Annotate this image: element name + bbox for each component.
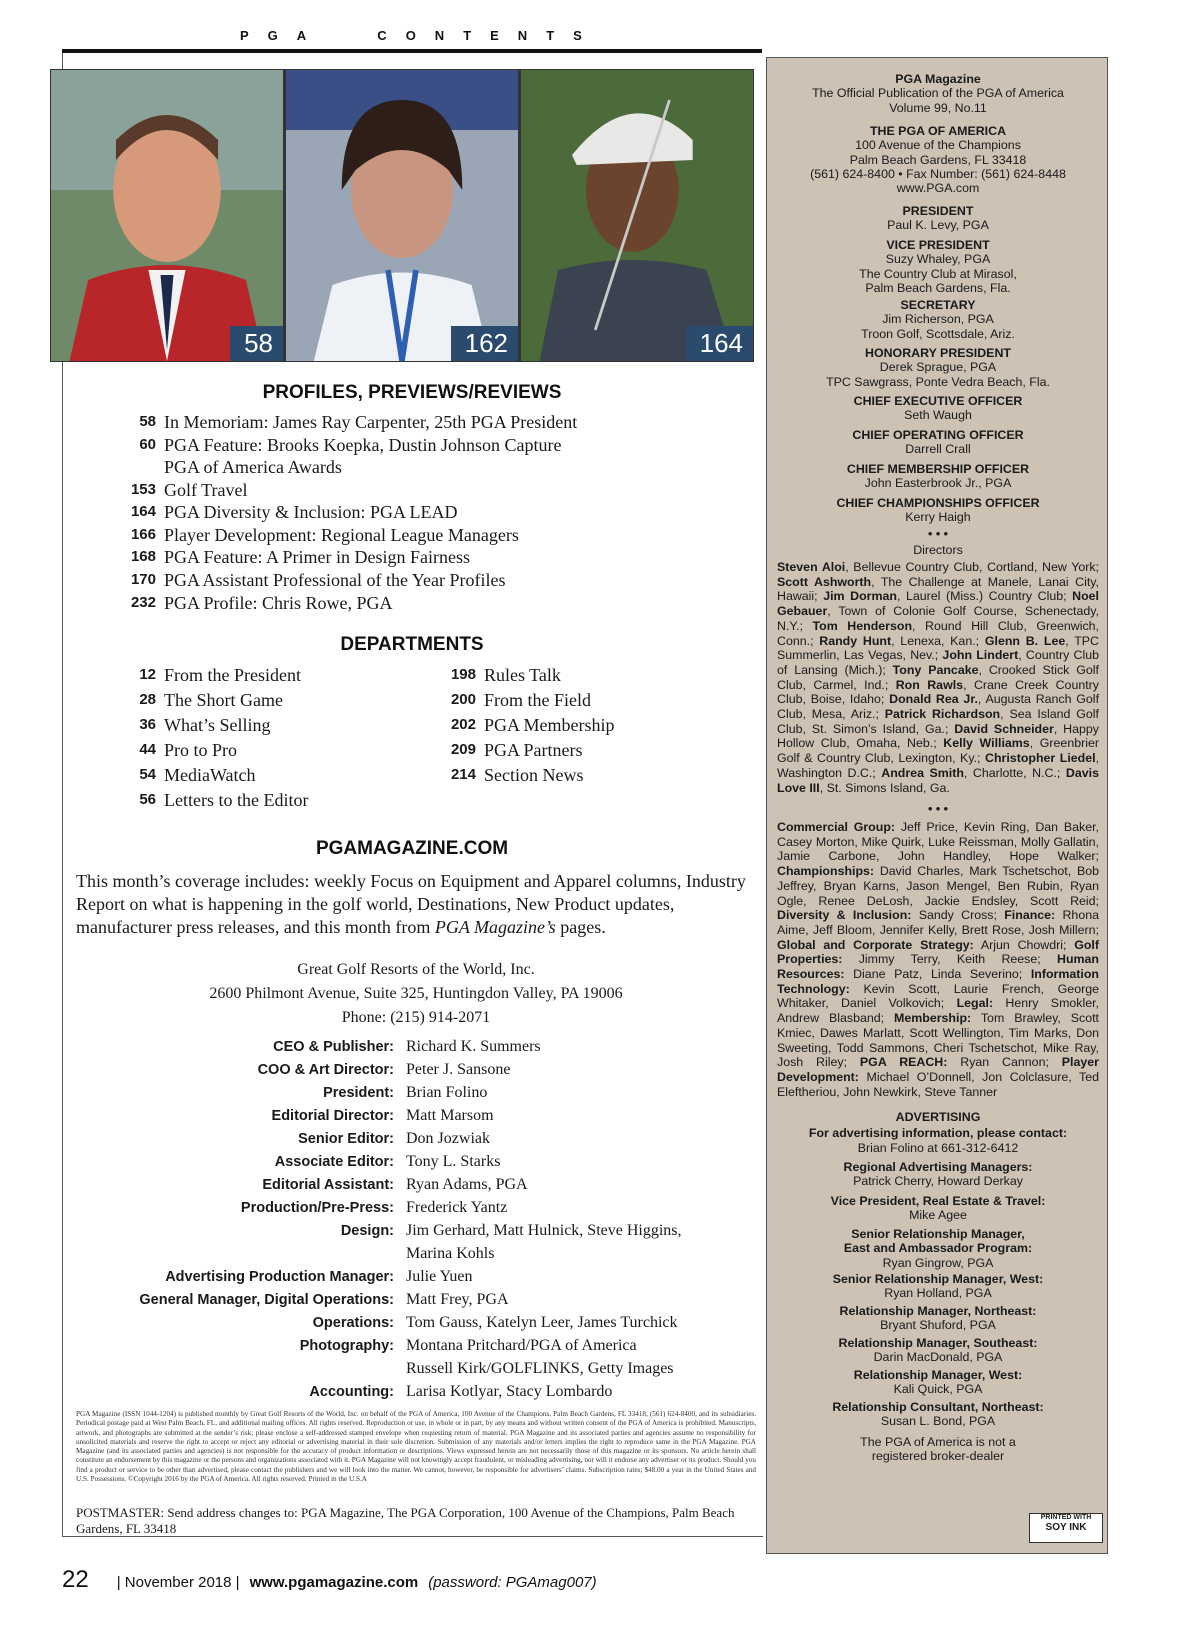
toc-row[interactable]: [116, 546, 624, 568]
toc-title: Pro to Pro: [164, 740, 238, 760]
staff-row: Advertising Production Manager: Julie Yuen: [165, 1268, 473, 1285]
staff-row: Production/Pre-Press: Frederick Yantz: [240, 1199, 508, 1216]
director-name: Donald Rea Jr.: [889, 692, 978, 707]
toc-title: From the Field: [484, 690, 591, 710]
staff-row: Associate Editor: Tony L. Starks: [274, 1153, 501, 1170]
toc-title: PGA Feature: A Primer in Design Fairness: [164, 547, 470, 567]
publisher-phone: Phone: (215) 914-2071: [341, 1009, 491, 1026]
toc-page: 214: [450, 766, 476, 783]
officer-honorary-president: HONORARY PRESIDENT Derek Sprague, PGA TPC Sawgrass, Ponte Vedra Beach, Fla.: [826, 346, 1050, 389]
section-header: PGA CONTENTS: [240, 28, 601, 43]
director-detail: , Augusta Ranch Golf Club, Mesa, Ariz.;: [777, 692, 1100, 722]
publisher-name: Great Golf Resorts of the World, Inc.: [297, 961, 535, 978]
staff-group-name: Information Technology:: [777, 967, 1099, 996]
toc-title: What’s Selling: [164, 715, 271, 735]
toc-row[interactable]: [436, 739, 744, 761]
toc-row[interactable]: [116, 789, 424, 811]
director-name: Noel Gebauer: [777, 589, 1099, 619]
staff-group-name: Global and Corporate Strategy:: [777, 937, 974, 952]
ad-contact: Relationship Manager, Southeast: Darin MacDonald, PGA: [838, 1336, 1038, 1365]
toc-title: In Memoriam: James Ray Carpenter, 25th PGA President: [164, 412, 578, 432]
staff-group-name: Legal:: [956, 996, 994, 1011]
ad-contact: Relationship Manager, West: Kali Quick, PGA: [853, 1368, 1023, 1397]
toc-title: PGA Feature: Brooks Koepka, Dustin Johnson Capture: [164, 435, 562, 455]
staff-group-detail: Rhona Aime, Jeff Bloom, Jennifer Kelly, Brett Rose, Josh Millern;: [777, 908, 1099, 937]
staff-row: COO & Art Director: Peter J. Sansone: [257, 1061, 511, 1078]
separator-dots: • • •: [928, 802, 948, 816]
director-detail: , Charlotte, N.C.;: [963, 765, 1066, 780]
toc-title: Rules Talk: [484, 665, 561, 685]
page-footer: [62, 1566, 597, 1594]
toc-page: 36: [139, 716, 156, 733]
toc-page: 54: [139, 766, 156, 783]
photo-golfer[interactable]: [521, 70, 753, 361]
toc-row[interactable]: [436, 689, 744, 711]
director-detail: , Round Hill Club, Greenwich, Conn.;: [777, 618, 1099, 648]
staff-row: Photography: Montana Pritchard/PGA of America: [299, 1337, 637, 1354]
toc-row-continued: [116, 456, 624, 478]
profiles-heading: PROFILES, PREVIEWS/REVIEWS: [262, 382, 562, 403]
org-info: THE PGA OF AMERICA 100 Avenue of the Champions Palm Beach Gardens, FL 33418 (561) 624-8400 • Fax Number: (561) 624-8448 www.PGA.com: [775, 124, 1101, 195]
staff-group-name: PGA REACH:: [859, 1055, 948, 1070]
toc-title: PGA Profile: Chris Rowe, PGA: [164, 593, 393, 613]
director-name: Davis Love III: [777, 765, 1099, 795]
staff-group-name: Diversity & Inclusion:: [777, 908, 912, 923]
pga-website-link[interactable]: www.PGA.com: [896, 181, 980, 196]
director-name: Jim Dorman: [823, 589, 897, 604]
staff-group-name: Player Development:: [777, 1055, 1099, 1084]
staff-group-detail: Jeff Price, Kevin Ring, Dan Baker, Casey Morton, Mike Quirk, Luke Reissman, Molly Gallatin, Jamie Carbone, John Handley, Hope Walker;: [777, 820, 1099, 864]
director-name: Kelly Williams: [943, 736, 1030, 751]
staff-row: CEO & Publisher: Richard K. Summers: [273, 1038, 541, 1055]
toc-page: 202: [450, 716, 476, 733]
magazine-info: PGA Magazine The Official Publication of the PGA of America Volume 99, No.11: [812, 72, 1064, 115]
toc-row[interactable]: [436, 764, 744, 786]
page-number: 22: [62, 1566, 89, 1593]
director-name: Steven Aloi: [777, 560, 846, 574]
website-link[interactable]: www.pgamagazine.com: [249, 1574, 419, 1591]
ad-contact: Relationship Consultant, Northeast: Susan L. Bond, PGA: [832, 1400, 1044, 1429]
staff-group-name: Commercial Group:: [777, 820, 896, 834]
officer-cmo: CHIEF MEMBERSHIP OFFICER John Easterbrook Jr., PGA: [846, 462, 1030, 491]
staff-row: Senior Editor: Don Jozwiak: [298, 1130, 490, 1147]
director-detail: , Crane Creek Country Club, Boise, Idaho;: [777, 677, 1099, 707]
masthead-sidebar: [766, 57, 1108, 1554]
officer-ceo: CHIEF EXECUTIVE OFFICER Seth Waugh: [853, 394, 1023, 423]
director-name: John Lindert: [942, 648, 1019, 663]
staff-group-name: Membership:: [894, 1011, 972, 1026]
toc-page: 198: [450, 666, 476, 683]
director-detail: , Sea Island Golf Club, St. Simon’s Island, Ga.;: [777, 707, 1099, 736]
director-name: Patrick Richardson: [884, 707, 1001, 722]
toc-row[interactable]: [116, 592, 624, 614]
toc-row[interactable]: [116, 411, 624, 433]
toc-page: 58: [139, 413, 156, 430]
staff-group-detail: Michael O’Donnell, Jon Colclasure, Ted Eleftheriou, John Newkirk, Steve Tanner: [777, 1069, 1099, 1099]
director-name: Christopher Liedel: [985, 751, 1096, 766]
photo-page-number: 58: [230, 326, 283, 361]
director-name: David Schneider: [954, 721, 1054, 736]
staff-group-detail: Arjun Chowdri;: [973, 937, 1075, 952]
ad-contact: Relationship Manager, Northeast: Bryant Shuford, PGA: [839, 1304, 1037, 1333]
toc-title: PGA of America Awards: [164, 457, 342, 477]
toc-row[interactable]: [116, 764, 424, 786]
publisher-info: [76, 958, 756, 1030]
director-name: Tony Pancake: [892, 662, 979, 677]
staff-row: Operations: Tom Gauss, Katelyn Leer, James Turchick: [312, 1314, 678, 1331]
legal-fine-print: PGA Magazine (ISSN 1044-1204) is published monthly by Great Golf Resorts of the World, Inc. on behalf of the PGA of America, 100 Avenue of the Champions, Palm Beach Gardens, FL 33418, (561) 624-8400, and its subsidiaries. Periodical postage paid at West Palm Beach, FL, and additional mailing offices. All rights reserved. Reproduction or use, in whole or in part, by any means and without written consent of the PGA of America is prohibited. Manuscripts, artwork, and photographs are submitted at the sender’s risk; please enclose a self-addressed stamped envelope when requesting return of material. PGA Magazine and its associated parties and agencies assume no responsibility for unsolicited materials and reserve the right to accept or reject any editorial or advertising material in their sole discretion. Submission of any materials and/or letters implies the right to reproduce same in the PGA Magazine. PGA Magazine (and its associated parties and agencies) is not responsible for the accuracy of product information or descriptions. Views expressed herein are not necessarily those of this magazine or its sponsors. No article herein shall constitute an endorsement by this magazine or the persons and organizations associated with it. PGA Magazine will not knowingly accept fraudulent, or misleading advertising, nor will it endorse any advertiser or its product. Should you find a product or service to be other than advertised, please contact the publishers and we will look into the matter. We cannot, however, be responsible for advertisers’ claims. Subscription rates; $48.00 a year in the United States and U.S. Possessions. ©Copyright 2016 by the PGA of America. All rights reserved. Printed in the U.S.A: [76, 1410, 756, 1484]
staff-group-name: Finance:: [1004, 908, 1056, 923]
toc-row[interactable]: [116, 714, 424, 736]
toc-title: PGA Partners: [484, 740, 583, 760]
ad-contact: Senior Relationship Manager, East and Ambassador Program: Ryan Gingrow, PGA: [843, 1227, 1033, 1270]
director-detail: , Happy Hollow Club, Omaha, Neb.;: [777, 721, 1099, 751]
staff-group-name: Championships:: [777, 864, 875, 879]
officer-secretary: SECRETARY Jim Richerson, PGA Troon Golf, Scottsdale, Ariz.: [861, 298, 1015, 341]
staff-row: Design: Jim Gerhard, Matt Hulnick, Steve Higgins,: [340, 1222, 682, 1239]
toc-page: 209: [450, 741, 476, 758]
director-detail: , St. Simons Island, Ga.: [819, 780, 950, 795]
director-detail: , Town of Colonie Golf Course, Schenectady, N.Y.;: [777, 604, 1099, 633]
toc-page: 170: [130, 571, 156, 588]
director-name: Ron Rawls: [895, 677, 964, 692]
toc-title: Player Development: Regional League Managers: [164, 525, 519, 545]
director-name: Scott Ashworth: [777, 574, 872, 589]
toc-row[interactable]: [116, 434, 624, 456]
staff-group-detail: Diane Patz, Linda Severino;: [844, 967, 1031, 982]
toc-row[interactable]: [116, 479, 624, 501]
staff-row-continued: Russell Kirk/GOLFLINKS, Getty Images: [406, 1360, 674, 1377]
toc-title: PGA Diversity & Inclusion: PGA LEAD: [164, 502, 458, 522]
staff-group-detail: Jimmy Terry, Keith Reese;: [842, 952, 1057, 967]
ad-contact: Senior Relationship Manager, West: Ryan Holland, PGA: [832, 1272, 1044, 1301]
toc-page: 164: [130, 503, 156, 520]
website-heading[interactable]: PGAMAGAZINE.COM: [315, 838, 509, 859]
director-detail: , Crooked Stick Golf Club, Carmel, Ind.;: [777, 662, 1099, 692]
staff-group-name: Human Resources:: [777, 952, 1099, 982]
director-detail: , TPC Summerlin, Las Vegas, Nev.;: [777, 633, 1099, 663]
postmaster-notice: POSTMASTER: Send address changes to: PGA Magazine, The PGA Corporation, 100 Avenue of the Champions, Palm Beach Gardens, FL 33418: [76, 1505, 735, 1536]
toc-row[interactable]: [436, 664, 744, 686]
staff-group-detail: Henry Smokler, Andrew Blasband;: [777, 996, 1100, 1026]
toc-row[interactable]: [116, 689, 424, 711]
staff-group-detail: Tom Brawley, Scott Kmiec, Dawes Marlatt, Scott Wellington, Tim Marks, Don Sweeting, Todd Sammons, Cheri Tschetschot, Mike Ray, Josh Riley;: [777, 1011, 1099, 1070]
toc-page: 168: [130, 548, 156, 565]
director-detail: , Lenexa, Kan.;: [891, 633, 985, 648]
director-name: Tom Henderson: [812, 618, 913, 633]
officer-president: PRESIDENT Paul K. Levy, PGA: [887, 204, 989, 233]
director-detail: , The Challenge at Manele, Lanai City, Hawaii;: [777, 574, 1099, 604]
toc-page: 200: [450, 691, 476, 708]
toc-page: 166: [130, 526, 156, 543]
staff-row: Accounting: Larisa Kotlyar, Stacy Lombardo: [309, 1383, 613, 1400]
toc-page: 44: [139, 741, 156, 758]
staff-group-name: Golf Properties:: [777, 937, 1099, 967]
website-description: This month’s coverage includes: weekly Focus on Equipment and Apparel columns, Industry Report on what is happening in the golf world, Destinations, New Product updates, manufacturer press releases, and this month from PGA Magazine’s pages.: [76, 871, 746, 937]
advertising-info: ADVERTISING For advertising information, please contact: Brian Folino at 661-312-6412: [808, 1110, 1068, 1155]
toc-row[interactable]: [116, 739, 424, 761]
director-name: Randy Hunt: [819, 633, 892, 648]
directors-list: [777, 560, 1099, 795]
photo-carpenter[interactable]: [51, 70, 283, 361]
staff-group-detail: Ryan Cannon;: [947, 1055, 1062, 1070]
toc-title: MediaWatch: [164, 765, 256, 785]
director-detail: , Greenbrier Golf & Country Club, Lexington, Ky.;: [777, 736, 1099, 766]
toc-page: 60: [139, 436, 156, 453]
toc-page: 28: [139, 691, 156, 708]
broker-disclaimer: The PGA of America is not a registered broker-dealer: [860, 1435, 1016, 1464]
toc-title: PGA Membership: [484, 715, 615, 735]
toc-page: 12: [139, 666, 156, 683]
toc-title: Golf Travel: [164, 480, 248, 500]
staff-groups-list: [777, 820, 1099, 1099]
officer-vice-president: VICE PRESIDENT Suzy Whaley, PGA The Country Club at Mirasol, Palm Beach Gardens, Fla.: [859, 238, 1017, 295]
departments-heading: DEPARTMENTS: [340, 634, 484, 655]
toc-row[interactable]: [116, 524, 624, 546]
toc-title: PGA Assistant Professional of the Year Profiles: [164, 570, 506, 590]
toc-page: 56: [139, 791, 156, 808]
feature-photos: [50, 69, 754, 362]
officer-coo: CHIEF OPERATING OFFICER Darrell Crall: [852, 428, 1024, 457]
director-name: Andrea Smith: [881, 765, 964, 780]
toc-row[interactable]: [116, 664, 424, 686]
staff-row: Editorial Director: Matt Marsom: [271, 1107, 494, 1124]
toc-title: The Short Game: [164, 690, 283, 710]
staff-row: Editorial Assistant: Ryan Adams, PGA: [262, 1176, 528, 1193]
staff-group-detail: Sandy Cross;: [911, 908, 1005, 923]
issue-date: | November 2018 |: [116, 1574, 240, 1591]
staff-group-detail: David Charles, Mark Tschetschot, Bob Jeffrey, Bryan Karns, Jason Mengel, Ben Rubin, Ryan Ogle, Renee DeLosh, Jackie Endsley, Scott Reid;: [777, 864, 1099, 908]
ad-contact: Regional Advertising Managers: Patrick Cherry, Howard Derkay: [843, 1160, 1033, 1189]
password-note: (password: PGAmag007): [428, 1574, 597, 1591]
directors-heading: Directors: [913, 543, 963, 557]
toc-page: 232: [130, 594, 156, 611]
soy-ink-logo: PRINTED WITH SOY INK: [1029, 1513, 1103, 1543]
photo-page-number: 164: [686, 326, 753, 361]
toc-page: 153: [130, 481, 156, 498]
director-detail: , Bellevue Country Club, Cortland, New York;: [845, 560, 1099, 574]
staff-group-detail: Kevin Scott, Laurie French, George Whitaker, Daniel Volkovich;: [777, 981, 1099, 1011]
toc-title: Letters to the Editor: [164, 790, 309, 810]
director-detail: , Washington D.C.;: [777, 751, 1100, 780]
toc-title: From the President: [164, 665, 301, 685]
separator-dots: • • •: [928, 527, 948, 541]
director-detail: , Country Club of Lansing (Mich.);: [777, 648, 1099, 677]
publisher-address: 2600 Philmont Avenue, Suite 325, Huntingdon Valley, PA 19006: [209, 985, 623, 1002]
toc-row[interactable]: [116, 501, 624, 523]
toc-title: Section News: [484, 765, 584, 785]
photo-page-number: 162: [451, 326, 518, 361]
toc-row[interactable]: [116, 569, 624, 591]
staff-row-continued: Marina Kohls: [406, 1245, 495, 1262]
director-detail: , Laurel (Miss.) Country Club;: [896, 589, 1073, 604]
officer-cco: CHIEF CHAMPIONSHIPS OFFICER Kerry Haigh: [836, 496, 1040, 525]
photo-lead[interactable]: [286, 70, 518, 361]
staff-row: General Manager, Digital Operations: Matt Frey, PGA: [139, 1291, 509, 1308]
toc-row[interactable]: [436, 714, 744, 736]
director-name: Glenn B. Lee: [984, 633, 1066, 648]
staff-row: President: Brian Folino: [323, 1084, 488, 1101]
ad-contact: Vice President, Real Estate & Travel: Mike Agee: [830, 1194, 1046, 1223]
